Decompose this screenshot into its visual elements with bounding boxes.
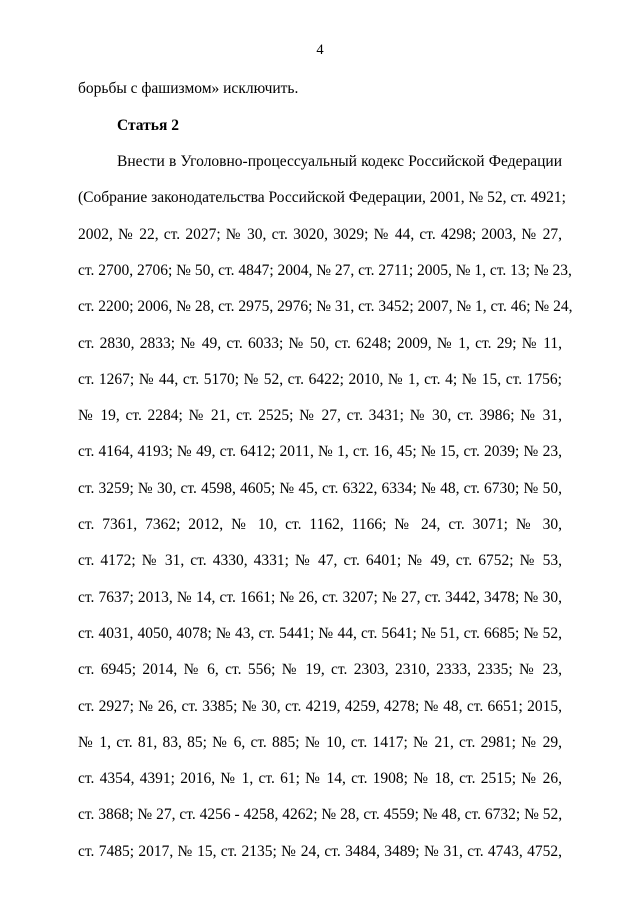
article-body-line: ст. 2700, 2706; № 50, ст. 4847; 2004, № 27, ст. 2711; 2005, № 1, ст. 13; № 23, bbox=[78, 262, 572, 279]
article-body-line: ст. 7485; 2017, № 15, ст. 2135; № 24, ст. 3484, 3489; № 31, ст. 4743, 4752, bbox=[78, 843, 562, 860]
article-body-first-line: Внести в Уголовно-процессуальный кодекс Российской Федерации bbox=[117, 153, 562, 170]
article-body-line: ст. 2830, 2833; № 49, ст. 6033; № 50, ст. 6248; 2009, № 1, ст. 29; № 11, bbox=[78, 335, 562, 352]
article-body-line: ст. 4031, 4050, 4078; № 43, ст. 5441; № 44, ст. 5641; № 51, ст. 6685; № 52, bbox=[78, 625, 562, 642]
article-body-line: (Собрание законодательства Российской Федерации, 2001, № 52, ст. 4921; bbox=[78, 189, 566, 206]
paragraph-line-continuation: борьбы с фашизмом» исключить. bbox=[78, 80, 299, 97]
article-body-line: ст. 4354, 4391; 2016, № 1, ст. 61; № 14, ст. 1908; № 18, ст. 2515; № 26, bbox=[78, 770, 562, 787]
article-body-line: 2002, № 22, ст. 2027; № 30, ст. 3020, 3029; № 44, ст. 4298; 2003, № 27, bbox=[78, 226, 562, 243]
article-body-line: ст. 1267; № 44, ст. 5170; № 52, ст. 6422; 2010, № 1, ст. 4; № 15, ст. 1756; bbox=[78, 371, 562, 388]
article-body-line: ст. 7361, 7362; 2012, № 10, ст. 1162, 1166; № 24, ст. 3071; № 30, bbox=[78, 516, 562, 533]
article-body-line: ст. 2927; № 26, ст. 3385; № 30, ст. 4219, 4259, 4278; № 48, ст. 6651; 2015, bbox=[78, 698, 562, 715]
article-body-line: ст. 3259; № 30, ст. 4598, 4605; № 45, ст. 6322, 6334; № 48, ст. 6730; № 50, bbox=[78, 480, 562, 497]
article-heading: Статья 2 bbox=[117, 117, 179, 134]
article-body-line: № 1, ст. 81, 83, 85; № 6, ст. 885; № 10, ст. 1417; № 21, ст. 2981; № 29, bbox=[78, 734, 562, 751]
article-body-line: № 19, ст. 2284; № 21, ст. 2525; № 27, ст. 3431; № 30, ст. 3986; № 31, bbox=[78, 407, 562, 424]
page-number: 4 bbox=[316, 42, 324, 58]
article-body-line: ст. 7637; 2013, № 14, ст. 1661; № 26, ст. 3207; № 27, ст. 3442, 3478; № 30, bbox=[78, 589, 562, 606]
article-body-line: ст. 3868; № 27, ст. 4256 - 4258, 4262; № 28, ст. 4559; № 48, ст. 6732; № 52, bbox=[78, 806, 563, 823]
article-body-line: ст. 6945; 2014, № 6, ст. 556; № 19, ст. 2303, 2310, 2333, 2335; № 23, bbox=[78, 661, 562, 678]
article-body-line: ст. 2200; 2006, № 28, ст. 2975, 2976; № 31, ст. 3452; 2007, № 1, ст. 46; № 24, bbox=[78, 298, 573, 315]
article-body-line: ст. 4164, 4193; № 49, ст. 6412; 2011, № 1, ст. 16, 45; № 15, ст. 2039; № 23, bbox=[78, 443, 562, 460]
article-body-line: ст. 4172; № 31, ст. 4330, 4331; № 47, ст. 6401; № 49, ст. 6752; № 53, bbox=[78, 552, 562, 569]
